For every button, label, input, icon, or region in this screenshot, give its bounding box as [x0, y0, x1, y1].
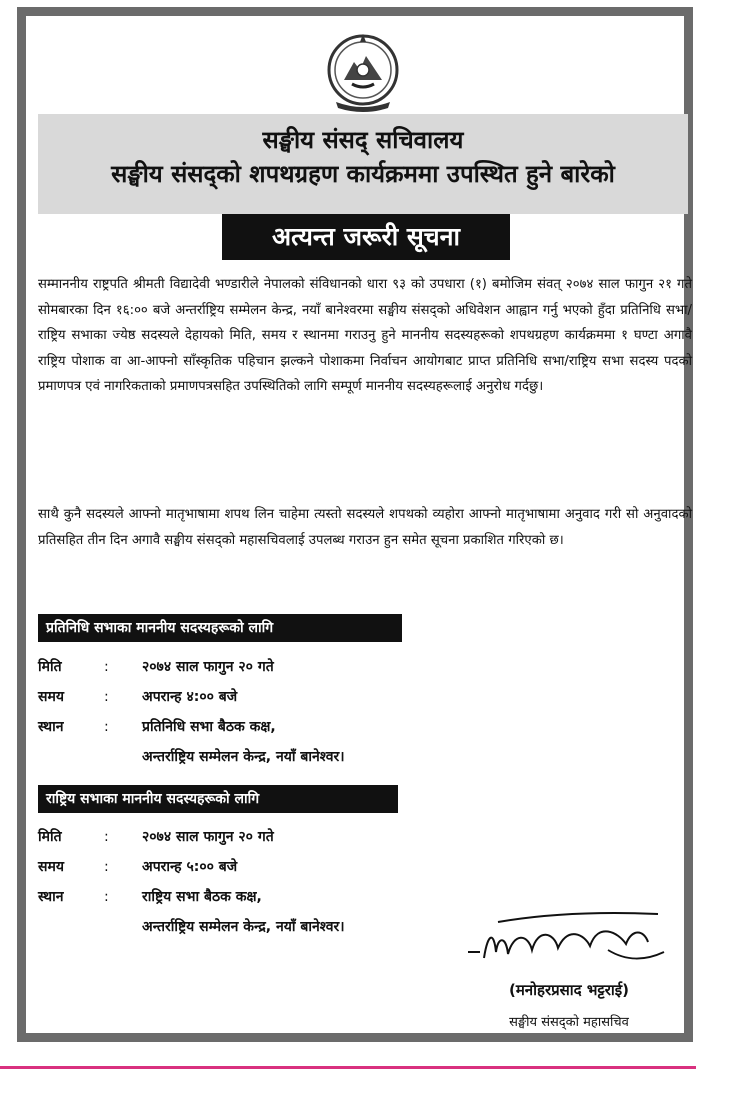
- colon-separator: :: [104, 859, 109, 875]
- signatory-name: (मनोहरप्रसाद भट्टराई): [508, 981, 629, 999]
- place-label: स्थान: [38, 719, 64, 735]
- colon-separator: :: [104, 719, 109, 735]
- place-line-1: राष्ट्रिय सभा बैठक कक्ष,: [142, 889, 262, 905]
- colon-separator: :: [104, 829, 109, 845]
- nepal-emblem-icon: [322, 26, 404, 116]
- section-heading-pratinidhi-sabha: प्रतिनिधि सभाका माननीय सदस्यहरूको लागि: [38, 614, 402, 642]
- notice-subject: सङ्घीय संसद्को शपथग्रहण कार्यक्रममा उपस्थित हुने बारेको: [111, 160, 615, 188]
- date-label: मिति: [38, 829, 62, 845]
- colon-separator: :: [104, 889, 109, 905]
- date-value: २०७४ साल फागुन २० गते: [142, 659, 274, 675]
- organization-title: सङ्घीय संसद् सचिवालय: [262, 126, 464, 154]
- date-value: २०७४ साल फागुन २० गते: [142, 829, 274, 845]
- place-label: स्थान: [38, 889, 64, 905]
- handwritten-signature: [458, 892, 678, 982]
- place-line-2: अन्तर्राष्ट्रिय सम्मेलन केन्द्र, नयाँ बानेश्वर।: [142, 919, 345, 935]
- colon-separator: :: [104, 689, 109, 705]
- time-label: समय: [38, 689, 64, 705]
- place-line-2: अन्तर्राष्ट्रिय सम्मेलन केन्द्र, नयाँ बानेश्वर।: [142, 749, 345, 765]
- place-line-1: प्रतिनिधि सभा बैठक कक्ष,: [142, 719, 276, 735]
- header-band: [38, 114, 688, 214]
- time-value: अपरान्ह ४:०० बजे: [142, 689, 238, 705]
- colon-separator: :: [104, 659, 109, 675]
- notice-paragraph-2: साथै कुनै सदस्यले आफ्नो मातृभाषामा शपथ लिन चाहेमा त्यस्तो सदस्यले शपथको व्यहोरा आफ्नो मातृभाषामा अनुवाद गरी सो अनुवादको प्रतिसहित तीन दिन अगावै सङ्घीय संसद्को महासचिवलाई उपलब्ध गराउन हुन समेत सूचना प्रकाशित गरिएको छ।: [38, 507, 692, 548]
- section-heading-rastriya-sabha: राष्ट्रिय सभाका माननीय सदस्यहरूको लागि: [38, 785, 398, 813]
- notice-paragraph-1: सम्माननीय राष्ट्रपति श्रीमती विद्यादेवी भण्डारीले नेपालको संविधानको धारा ९३ को उपधारा (१) बमोजिम संवत् २०७४ साल फागुन २१ गते सोमबारका दिन १६:०० बजे अन्तर्राष्ट्रिय सम्मेलन केन्द्र, नयाँ बानेश्वरमा सङ्घीय संसद्को अधिवेशन आह्वान गर्नु भएको हुँदा प्रतिनिधि सभा/राष्ट्रिय सभाका ज्येष्ठ सदस्यले देहायको मिति, समय र स्थानमा गराउनु हुने माननीय सदस्यहरूको शपथग्रहण कार्यक्रममा १ घण्टा अगावै राष्ट्रिय पोशाक वा आ-आफ्नो साँस्कृतिक पहिचान झल्कने पोशाकमा निर्वाचन आयोगबाट प्राप्त प्रतिनिधि सभा/राष्ट्रिय सभा सदस्य पदको प्रमाणपत्र एवं नागरिकताको प्रमाणपत्रसहित उपस्थितिको लागि सम्पूर्ण माननीय सदस्यहरूलाई अनुरोध गर्दछु।: [38, 277, 692, 394]
- time-label: समय: [38, 859, 64, 875]
- signatory-title: सङ्घीय संसद्को महासचिव: [509, 1015, 629, 1030]
- time-value: अपरान्ह ५:०० बजे: [142, 859, 238, 875]
- bottom-accent-line: [0, 1066, 696, 1069]
- notice-frame: [17, 7, 693, 1042]
- urgent-notice-banner: अत्यन्त जरूरी सूचना: [222, 214, 510, 260]
- date-label: मिति: [38, 659, 62, 675]
